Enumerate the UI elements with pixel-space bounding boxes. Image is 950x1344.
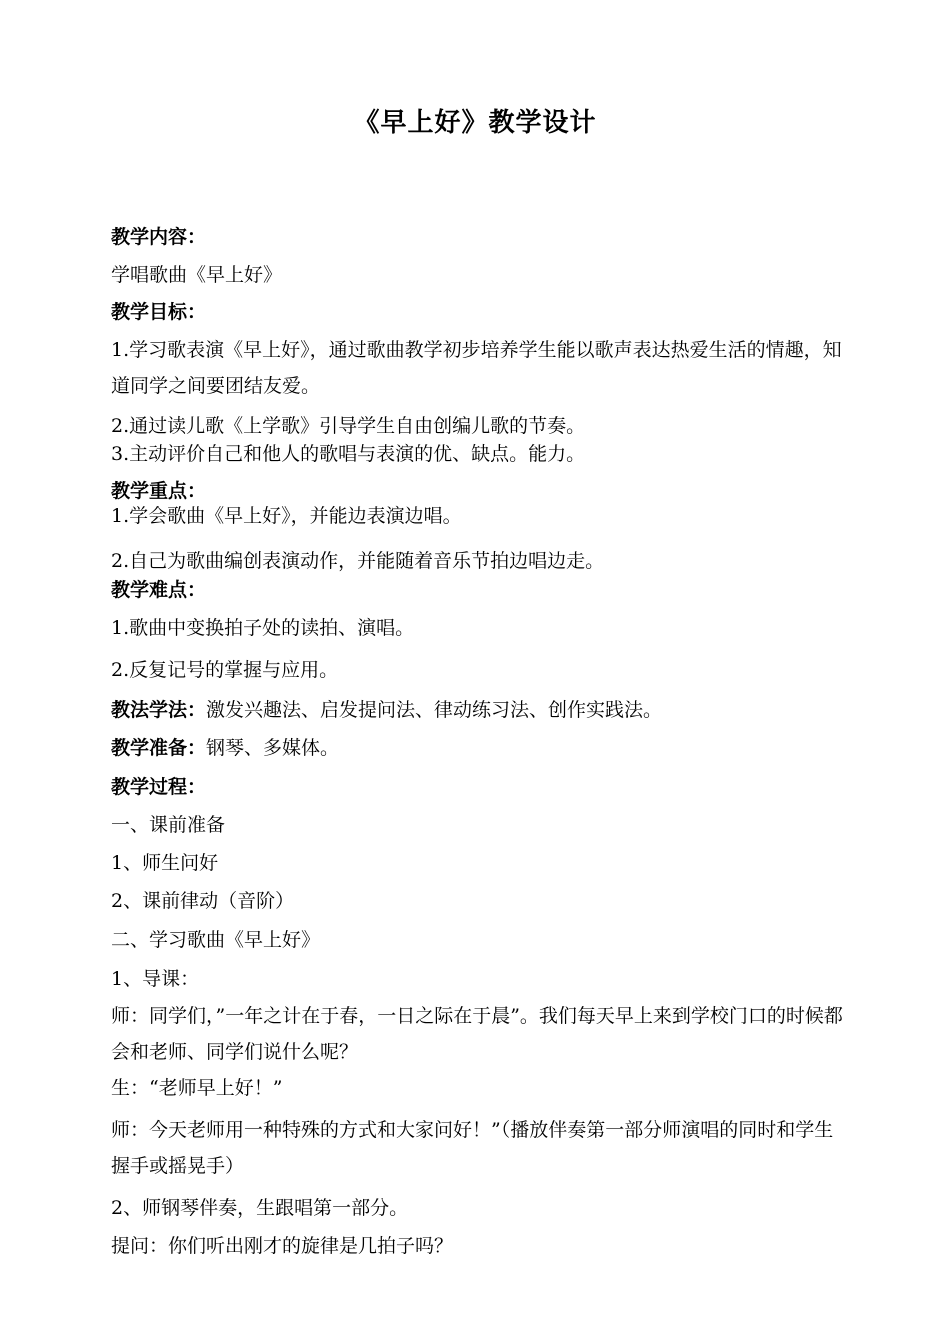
process-line: 师：今天老师用一种特殊的方式和大家问好！”（播放伴奏第一部分师演唱的同时和学生握手或摇晃手）	[111, 1119, 834, 1177]
methods-heading: 教法学法：	[111, 699, 207, 721]
process-line: 二、学习歌曲《早上好》	[111, 929, 321, 951]
process-line: 2、师钢琴伴奏，生跟唱第一部分。	[111, 1197, 409, 1219]
process-line: 提问：你们听出刚才的旋律是几拍子吗？	[111, 1235, 454, 1257]
objective-item-1: 1.学习歌表演《早上好》，通过歌曲教学初步培养学生能以歌声表达热爱生活的情趣，知道同学之间要团结友爱。	[111, 339, 842, 397]
process-line: 2、课前律动（音阶）	[111, 890, 295, 912]
content-text: 学唱歌曲《早上好》	[111, 264, 283, 286]
process-line: 师：同学们，”一年之计在于春，一日之际在于晨”。我们每天早上来到学校门口的时候都会和老师、同学们说什么呢？	[111, 1005, 843, 1063]
document-title: 《早上好》教学设计	[353, 108, 597, 138]
process-line: 1、导课：	[111, 968, 200, 990]
preparation-heading: 教学准备：	[111, 737, 207, 759]
preparation-text: 钢琴、多媒体。	[206, 737, 340, 759]
process-line: 生：“老师早上好！”	[111, 1077, 283, 1099]
methods-line	[111, 697, 846, 723]
objective-item-2: 2.通过读儿歌《上学歌》引导学生自由创编儿歌的节奏。	[111, 415, 586, 437]
difficulty-item-2: 2.反复记号的掌握与应用。	[111, 659, 339, 681]
key-point-item-1: 1.学会歌曲《早上好》，并能边表演边唱。	[111, 505, 462, 527]
difficulty-item-1: 1.歌曲中变换拍子处的读拍、演唱。	[111, 617, 415, 639]
objective-item-3: 3.主动评价自己和他人的歌唱与表演的优、缺点。能力。	[111, 443, 586, 465]
preparation-line	[111, 735, 846, 761]
process-heading: 教学过程：	[111, 776, 207, 798]
difficulties-heading: 教学难点：	[111, 579, 207, 601]
process-line: 1、师生问好	[111, 852, 219, 874]
key-points-heading: 教学重点：	[111, 480, 207, 502]
content-heading: 教学内容：	[111, 226, 207, 248]
key-point-item-2: 2.自己为歌曲编创表演动作，并能随着音乐节拍边唱边走。	[111, 550, 605, 572]
process-line: 一、课前准备	[111, 814, 226, 836]
methods-text: 激发兴趣法、启发提问法、律动练习法、创作实践法。	[206, 699, 663, 721]
objectives-heading: 教学目标：	[111, 301, 207, 323]
